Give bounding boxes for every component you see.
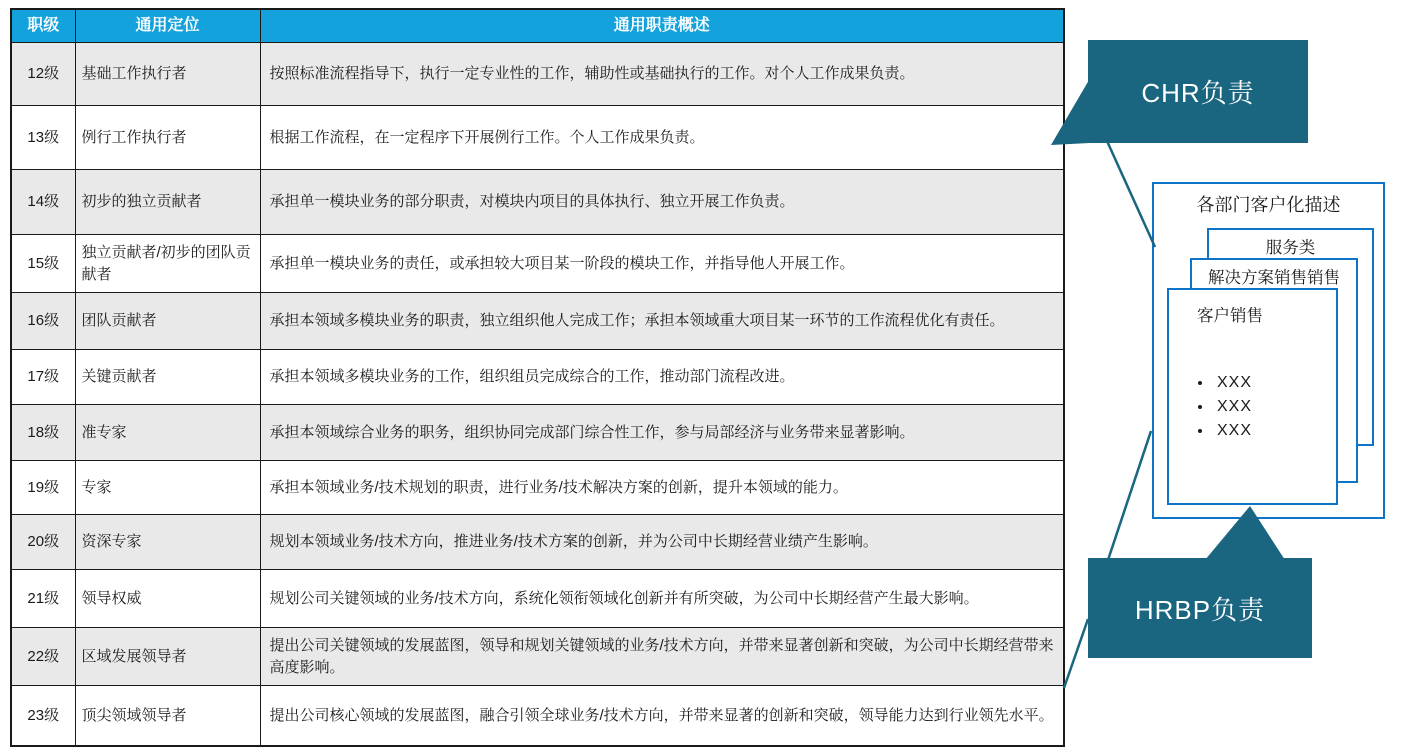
table-row [11, 170, 1064, 235]
table-row [11, 293, 1064, 350]
description-cell: 根据工作流程，在一定程序下开展例行工作。个人工作成果负责。 [260, 106, 1064, 170]
bullet-item: • XXX [1213, 374, 1336, 392]
column-header-position: 通用定位 [75, 9, 260, 43]
table-row [11, 106, 1064, 170]
hrbp-to-panel-line [1108, 431, 1151, 560]
level-cell: 12级 [11, 43, 75, 106]
column-header-level: 职级 [11, 9, 75, 43]
column-header-description: 通用职责概述 [260, 9, 1064, 43]
level-cell: 20级 [11, 515, 75, 570]
level-cell: 21级 [11, 570, 75, 628]
bullet-item: • XXX [1213, 422, 1336, 440]
card-customer-label: 客户销售 [1197, 307, 1263, 325]
description-cell: 承担本领域综合业务的职务，组织协同完成部门综合性工作，参与局部经济与业务带来显著影响。 [260, 405, 1064, 461]
position-cell: 团队贡献者 [75, 293, 260, 350]
description-cell: 承担本领域多模块业务的工作，组织组员完成综合的工作，推动部门流程改进。 [260, 350, 1064, 405]
position-cell: 专家 [75, 461, 260, 515]
position-cell: 例行工作执行者 [75, 106, 260, 170]
custom-panel-title: 各部门客户化描述 [1196, 195, 1341, 215]
table-row [11, 515, 1064, 570]
position-cell: 初步的独立贡献者 [75, 170, 260, 235]
level-cell: 19级 [11, 461, 75, 515]
card-service-label: 服务类 [1265, 239, 1316, 257]
position-cell: 关键贡献者 [75, 350, 260, 405]
hrbp-callout-label: HRBP负责 [1134, 594, 1266, 625]
description-cell: 按照标准流程指导下，执行一定专业性的工作，辅助性或基础执行的工作。对个人工作成果负责。 [260, 43, 1064, 106]
position-cell: 顶尖领域领导者 [75, 686, 260, 746]
table-row [11, 350, 1064, 405]
chr-callout-label: CHR负责 [1141, 78, 1255, 108]
hrbp-responsibility-callout [1088, 558, 1312, 658]
description-cell: 提出公司核心领域的发展蓝图，融合引领全球业务/技术方向，并带来显著的创新和突破，领导能力达到行业领先水平。 [260, 686, 1064, 746]
position-cell: 基础工作执行者 [75, 43, 260, 106]
bullet-item: • XXX [1213, 398, 1336, 416]
level-cell: 22级 [11, 628, 75, 686]
position-cell: 准专家 [75, 405, 260, 461]
chr-responsibility-callout [1088, 40, 1308, 143]
table-header-row [11, 9, 1064, 43]
position-cell: 领导权威 [75, 570, 260, 628]
placeholder-bullet-list [1169, 374, 1336, 440]
description-cell: 规划本领域业务/技术方向，推进业务/技术方案的创新，并为公司中长期经营业绩产生影响。 [260, 515, 1064, 570]
position-cell: 资深专家 [75, 515, 260, 570]
level-cell: 17级 [11, 350, 75, 405]
table-row [11, 686, 1064, 746]
level-cell: 14级 [11, 170, 75, 235]
table-row [11, 405, 1064, 461]
level-cell: 23级 [11, 686, 75, 746]
description-cell: 承担本领域业务/技术规划的职责，进行业务/技术解决方案的创新，提升本领域的能力。 [260, 461, 1064, 515]
card-customer-sales [1167, 288, 1338, 505]
table-row [11, 461, 1064, 515]
position-cell: 独立贡献者/初步的团队贡献者 [75, 235, 260, 293]
position-cell: 区域发展领导者 [75, 628, 260, 686]
card-solution-label: 解决方案销售销售 [1208, 269, 1340, 287]
level-cell: 18级 [11, 405, 75, 461]
table-row [11, 628, 1064, 686]
description-cell: 承担单一模块业务的责任，或承担较大项目某一阶段的模块工作，并指导他人开展工作。 [260, 235, 1064, 293]
level-cell: 13级 [11, 106, 75, 170]
table-row [11, 43, 1064, 106]
level-cell: 16级 [11, 293, 75, 350]
description-cell: 承担本领域多模块业务的职责，独立组织他人完成工作；承担本领域重大项目某一环节的工作流程优化有责任。 [260, 293, 1064, 350]
level-cell: 15级 [11, 235, 75, 293]
job-level-table [10, 8, 1065, 747]
table-row [11, 570, 1064, 628]
hrbp-to-table-line [1064, 619, 1088, 688]
description-cell: 承担单一模块业务的部分职责，对模块内项目的具体执行、独立开展工作负责。 [260, 170, 1064, 235]
description-cell: 提出公司关键领域的发展蓝图，领导和规划关键领域的业务/技术方向，并带来显著创新和突破，为公司中长期经营带来高度影响。 [260, 628, 1064, 686]
table-row [11, 235, 1064, 293]
description-cell: 规划公司关键领域的业务/技术方向，系统化领衔领域化创新并有所突破，为公司中长期经营产生最大影响。 [260, 570, 1064, 628]
chr-to-panel-line [1107, 141, 1155, 247]
